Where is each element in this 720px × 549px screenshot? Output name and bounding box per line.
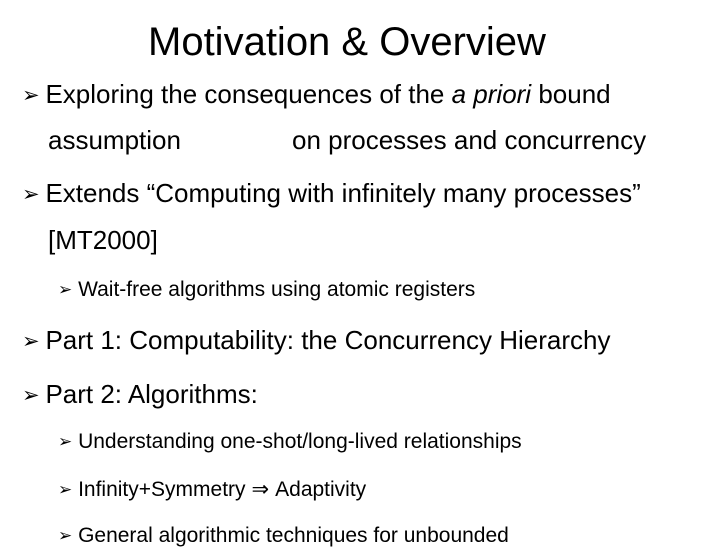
bullet-2-continuation: [MT2000] <box>48 225 158 255</box>
sub-bullet-4-1-text: Understanding one-shot/long-lived relationships <box>78 430 522 453</box>
sub-bullet-2-1-text: Wait-free algorithms using atomic registers <box>78 278 476 301</box>
sub-bullet-4-2 <box>58 476 366 503</box>
arrow-bullet-icon: ➢ <box>58 480 73 499</box>
bullet-3-text: Part 1: Computability: the Concurrency Hierarchy <box>45 325 611 355</box>
bullet-1-continuation-a: assumption <box>48 125 181 155</box>
sub-bullet-4-1 <box>58 429 522 455</box>
bullet-1-text: Exploring the consequences of the <box>45 79 452 109</box>
arrow-bullet-icon: ➢ <box>22 384 40 407</box>
sub-bullet-4-2-text-a: Infinity+Symmetry <box>78 478 246 501</box>
bullet-1 <box>22 79 611 111</box>
arrow-bullet-icon: ➢ <box>58 280 73 299</box>
bullet-1-continuation-b: on processes and concurrency <box>292 125 647 155</box>
bullet-2-text: Extends “Computing with infinitely many processes” <box>45 178 641 208</box>
arrow-bullet-icon: ➢ <box>22 183 40 206</box>
bullet-1-text-end: bound <box>531 79 611 109</box>
sub-bullet-4-2-text-b: Adaptivity <box>275 478 367 501</box>
bullet-4 <box>22 379 258 411</box>
bullet-3 <box>22 325 610 357</box>
arrow-bullet-icon: ➢ <box>58 432 73 451</box>
sub-bullet-2-1 <box>58 277 475 303</box>
slide-title: Motivation & Overview <box>148 20 546 64</box>
bullet-1-italic: a priori <box>451 79 532 109</box>
bullet-2 <box>22 178 641 210</box>
sub-bullet-4-3 <box>58 523 509 549</box>
arrow-bullet-icon: ➢ <box>22 330 40 353</box>
implies-icon: ⇒ <box>251 477 270 501</box>
sub-bullet-4-3-text: General algorithmic techniques for unbounded <box>78 524 509 547</box>
arrow-bullet-icon: ➢ <box>22 84 40 107</box>
bullet-4-text: Part 2: Algorithms: <box>45 379 258 409</box>
arrow-bullet-icon: ➢ <box>58 526 73 545</box>
